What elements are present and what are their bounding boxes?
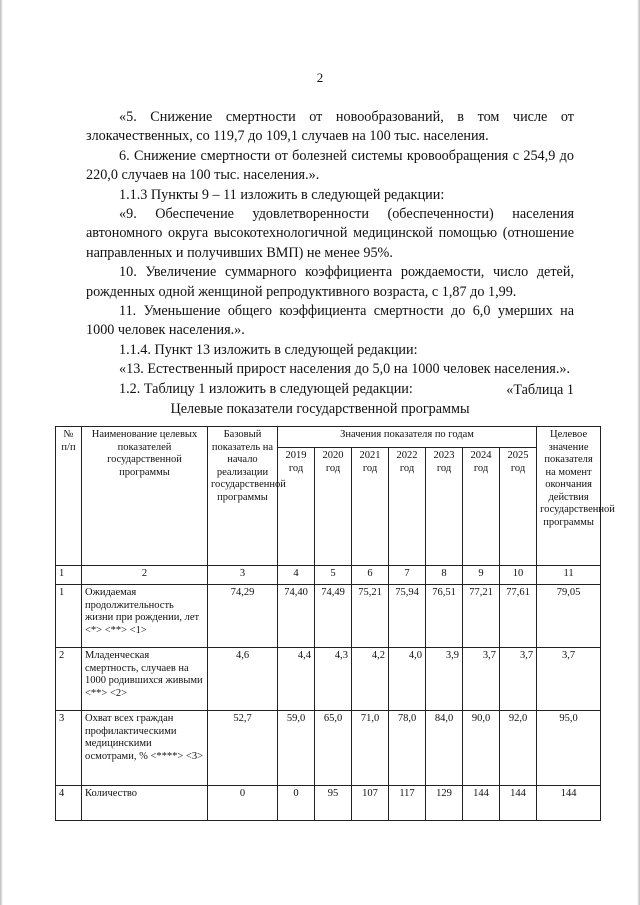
row-name: Количество: [82, 786, 208, 821]
row-name: Охват всех граждан профилактическими медицинскими осмотрами, % <****> <3>: [82, 711, 208, 786]
row-base: 52,7: [208, 711, 278, 786]
row-value: 74,40: [278, 585, 315, 648]
row-value: 74,49: [315, 585, 352, 648]
col-number: 1: [56, 566, 82, 585]
row-value: 117: [389, 786, 426, 821]
table-title: Целевые показатели государственной программы: [170, 401, 470, 417]
header-year: 2021 год: [352, 448, 389, 566]
row-value: 76,51: [426, 585, 463, 648]
header-row: [56, 427, 601, 448]
row-value: 107: [352, 786, 389, 821]
row-value: 78,0: [389, 711, 426, 786]
paragraph: «9. Обеспечение удовлетворенности (обеспеченности) населения автономного округа высокотехнологичной медицинской помощью (отношение направленных и получивших ВМП) не менее 95%.: [86, 206, 574, 261]
col-number: 4: [278, 566, 315, 585]
row-base: 74,29: [208, 585, 278, 648]
row-value: 95: [315, 786, 352, 821]
header-num: № п/п: [56, 427, 82, 566]
row-name: Младенческая смертность, случаев на 1000 родившихся живыми <**> <2>: [82, 648, 208, 711]
page-edge-left: [0, 0, 3, 905]
row-num: 4: [56, 786, 82, 821]
col-number: 7: [389, 566, 426, 585]
row-num: 1: [56, 585, 82, 648]
paragraph: 1.2. Таблицу 1 изложить в следующей редакции:: [119, 380, 413, 397]
table-number: «Таблица 1: [506, 382, 574, 398]
header-year: 2020 год: [315, 448, 352, 566]
header-base: Базовый показатель на начало реализации государственной программы: [208, 427, 278, 566]
column-numbers-row: [56, 566, 601, 585]
row-value: 0: [278, 786, 315, 821]
row-value: 3,7: [463, 648, 500, 711]
paragraph: «13. Естественный прирост населения до 5,0 на 1000 человек населения.».: [119, 361, 571, 378]
row-value: 77,21: [463, 585, 500, 648]
table-row: [56, 786, 601, 821]
paragraph: 6. Снижение смертности от болезней системы кровообращения с 254,9 до 220,0 случаев на 100 тыс. населения.».: [86, 147, 574, 184]
col-number: 2: [82, 566, 208, 585]
row-target: 3,7: [537, 648, 601, 711]
row-value: 92,0: [500, 711, 537, 786]
row-value: 75,21: [352, 585, 389, 648]
col-number: 3: [208, 566, 278, 585]
header-year: 2019 год: [278, 448, 315, 566]
row-target: 95,0: [537, 711, 601, 786]
targets-table: [55, 426, 615, 821]
body-text: [86, 108, 574, 399]
col-number: 9: [463, 566, 500, 585]
row-value: 84,0: [426, 711, 463, 786]
row-value: 4,0: [389, 648, 426, 711]
col-number: 10: [500, 566, 537, 585]
row-target: 144: [537, 786, 601, 821]
col-number: 8: [426, 566, 463, 585]
row-value: 59,0: [278, 711, 315, 786]
row-value: 4,4: [278, 648, 315, 711]
row-value: 90,0: [463, 711, 500, 786]
header-year: 2025 год: [500, 448, 537, 566]
row-value: 4,2: [352, 648, 389, 711]
header-year: 2024 год: [463, 448, 500, 566]
header-year: 2022 год: [389, 448, 426, 566]
paragraph: 1.1.3 Пункты 9 – 11 изложить в следующей редакции:: [119, 186, 445, 203]
header-name: Наименование целевых показателей государственной программы: [82, 427, 208, 566]
row-value: 65,0: [315, 711, 352, 786]
col-number: 5: [315, 566, 352, 585]
row-value: 3,9: [426, 648, 463, 711]
row-value: 71,0: [352, 711, 389, 786]
row-value: 144: [463, 786, 500, 821]
col-number: 6: [352, 566, 389, 585]
header-years-group: Значения показателя по годам: [278, 427, 537, 448]
row-value: 77,61: [500, 585, 537, 648]
row-value: 144: [500, 786, 537, 821]
row-name: Ожидаемая продолжительность жизни при рождении, лет <*> <**> <1>: [82, 585, 208, 648]
row-target: 79,05: [537, 585, 601, 648]
paragraph: 1.1.4. Пункт 13 изложить в следующей редакции:: [119, 341, 418, 358]
col-number: 11: [537, 566, 601, 585]
header-target: Целевое значение показателя на момент окончания действия государственной программы: [537, 427, 601, 566]
paragraph: «5. Снижение смертности от новообразований, в том числе от злокачественных, со 119,7 до 109,1 случаев на 100 тыс. населения.: [86, 109, 574, 145]
table-row: [56, 711, 601, 786]
header-year: 2023 год: [426, 448, 463, 566]
row-num: 3: [56, 711, 82, 786]
row-num: 2: [56, 648, 82, 711]
row-value: 129: [426, 786, 463, 821]
row-value: 4,3: [315, 648, 352, 711]
page-number: 2: [316, 70, 324, 85]
paragraph: 11. Уменьшение общего коэффициента смертности до 6,0 умерших на 1000 человек населения.».: [86, 303, 574, 339]
table-row: [56, 648, 601, 711]
paragraph: 10. Увеличение суммарного коэффициента рождаемости, число детей, рожденных одной женщиной репродуктивного возраста, с 1,87 до 1,99.: [86, 264, 574, 300]
row-value: 3,7: [500, 648, 537, 711]
table-row: [56, 585, 601, 648]
row-base: 0: [208, 786, 278, 821]
row-value: 75,94: [389, 585, 426, 648]
row-base: 4,6: [208, 648, 278, 711]
